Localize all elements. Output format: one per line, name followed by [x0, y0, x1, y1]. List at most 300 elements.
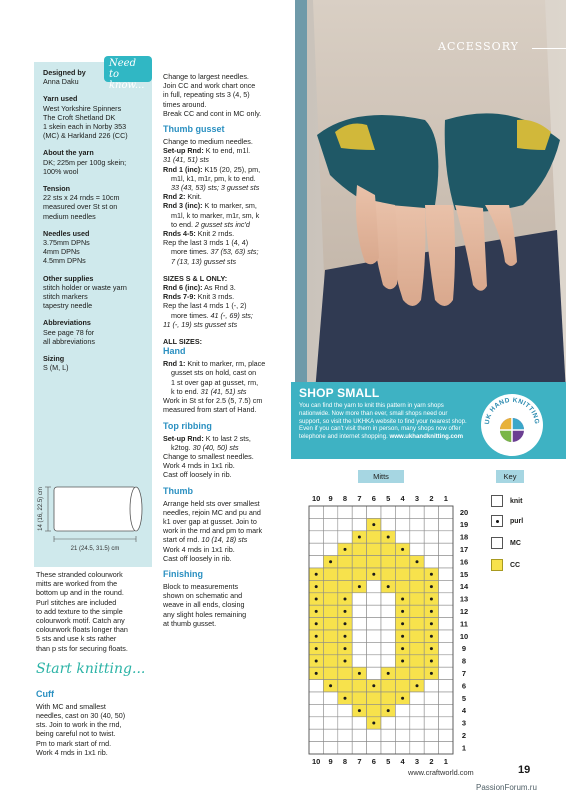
purl-dot-icon: [496, 520, 499, 523]
purl-dot: [387, 585, 390, 588]
shop-small-title: SHOP SMALL: [299, 386, 380, 400]
row-number: 2: [461, 731, 467, 740]
chart-cell: [367, 704, 381, 716]
row-number: 19: [459, 520, 469, 530]
intro-line: mitts are worked from the: [36, 579, 118, 589]
purl-dot: [430, 672, 433, 675]
key-item-purl: [491, 515, 523, 527]
sidebar-heading: Other supplies: [43, 273, 94, 283]
chart-cell: [439, 531, 453, 543]
chart-cell: [381, 543, 395, 555]
gusset-repeat-count: 7 (13, 13) gusset sts: [171, 256, 237, 266]
chart-cell: [381, 655, 395, 667]
chart-cell: [309, 556, 323, 568]
schematic-width-label: 21 (24.5, 31.5) cm: [70, 546, 120, 552]
chart-cell: [352, 729, 366, 741]
gusset-rnd3: Rnd 3 (inc): K to marker, sm,: [163, 201, 257, 211]
purl-dot: [387, 709, 390, 712]
chart-cell: [352, 618, 366, 630]
intro-line: than p sts for securing floats.: [36, 643, 128, 653]
need-to-know-tab: Need to know...: [104, 56, 152, 82]
chart-cell: [381, 568, 395, 580]
chart-cell: [367, 593, 381, 605]
chart-cell: [381, 618, 395, 630]
row-number: 11: [460, 619, 468, 629]
chart-cell: [309, 729, 323, 741]
thumb-line3: k1 over gap at gusset. Join to: [163, 516, 257, 526]
chart-cell: [367, 692, 381, 704]
sizes-rnd79: Rnds 7-9: Knit 3 rnds.: [163, 292, 235, 302]
chart-cell: [439, 556, 453, 568]
sidebar-line: 1 skein each in Norby 353: [43, 122, 127, 132]
purl-swatch: [491, 515, 503, 527]
chart-cell: [381, 680, 395, 692]
middle-text-column: [163, 72, 291, 628]
intro-paragraph: [36, 570, 154, 653]
chart-cell: [309, 717, 323, 729]
sidebar-line: (MC) & Harkland 226 (CC): [43, 131, 128, 141]
chart-cell: [424, 506, 438, 518]
chart-cell: [410, 642, 424, 654]
chart-cell: [367, 605, 381, 617]
purl-dot: [344, 610, 347, 613]
chart-cell: [439, 642, 453, 654]
chart-title: Mitts: [358, 470, 404, 483]
chart-cell: [395, 667, 409, 679]
sidebar-heading: Needles used: [43, 228, 90, 238]
chart-cell: [439, 506, 453, 518]
cuff-line: needles, cast on 30 (40, 50): [36, 711, 126, 721]
chart-cell: [439, 729, 453, 741]
column-number: 6: [371, 494, 376, 503]
chart-cell: [323, 518, 337, 530]
sidebar-content: [43, 68, 144, 372]
chart-cell: [352, 506, 366, 518]
chart-cell: [410, 543, 424, 555]
chart-cell: [338, 580, 352, 592]
chart-cell: [367, 580, 381, 592]
sidebar-line: medium needles: [43, 211, 96, 221]
all-sizes-heading: ALL SIZES:: [163, 337, 203, 347]
finishing-line: any slight holes remaining: [163, 609, 247, 619]
cuff-line: Work 4 rnds in 1x1 rib.: [36, 747, 108, 757]
chart-cell: [352, 717, 366, 729]
chart-cell: [410, 531, 424, 543]
chart-cell: [410, 692, 424, 704]
chart-cell: [410, 717, 424, 729]
chart-cell: [395, 717, 409, 729]
sidebar-line: 3.75mm DPNs: [43, 238, 90, 248]
hand-rnd1: Rnd 1: Knit to marker, rm, place: [163, 359, 266, 369]
row-number: 10: [459, 631, 469, 641]
sidebar-heading: Designed by: [43, 68, 86, 77]
sidebar-block: [43, 148, 144, 176]
chart-cell: [381, 692, 395, 704]
sizes-rnd6: Rnd 6 (inc): As Rnd 3.: [163, 283, 236, 293]
column-number: 8: [342, 757, 348, 766]
ribbing-line3: Cast off loosely in rib.: [163, 470, 232, 480]
sizes-repeat-cont: more times. 41 (-, 69) sts;: [171, 310, 253, 320]
column-number: 10: [312, 757, 321, 766]
thumb-gusset-heading: Thumb gusset: [163, 124, 225, 135]
hand-line1: Work in St st for 2.5 (5, 7.5) cm: [163, 396, 263, 406]
sidebar-line: S (M, L): [43, 363, 69, 373]
column-number: 4: [400, 757, 405, 766]
chart-cell: [410, 729, 424, 741]
chart-cell: [395, 742, 409, 754]
chart-cell: [367, 667, 381, 679]
cc-swatch: [491, 559, 503, 571]
row-number: 13: [459, 594, 469, 604]
chart-cell: [309, 531, 323, 543]
cuff-line: Pm to mark start of rnd.: [36, 738, 112, 748]
key-item-cc: [491, 559, 520, 571]
purl-dot: [401, 660, 404, 663]
purl-dot: [344, 635, 347, 638]
chart-cell: [323, 618, 337, 630]
chart-cell: [424, 729, 438, 741]
chart-cell: [367, 630, 381, 642]
chart-cell: [381, 717, 395, 729]
key-label-cc: CC: [510, 561, 521, 569]
chart-cell: [323, 704, 337, 716]
chart-cell: [309, 506, 323, 518]
chart-cell: [338, 531, 352, 543]
chart-cell: [367, 618, 381, 630]
row-number: 14: [459, 582, 469, 592]
purl-dot: [430, 585, 433, 588]
purl-dot: [416, 684, 419, 687]
cuff-line: With MC and smallest: [36, 701, 106, 711]
chart-cell: [367, 543, 381, 555]
column-number: 1: [443, 494, 448, 503]
gusset-rnd1-count: 33 (43, 53) sts; 3 gusset sts: [171, 183, 260, 193]
intro-line: to add texture to the simple: [36, 606, 123, 616]
purl-dot: [387, 672, 390, 675]
gusset-rnd1: Rnd 1 (inc): K15 (20, 25), pm,: [163, 164, 261, 174]
purl-dot: [430, 622, 433, 625]
finishing-line: Block to measurements: [163, 581, 239, 591]
chart-cell: [410, 704, 424, 716]
chart-cell: [309, 680, 323, 692]
sidebar-line: all abbreviations: [43, 336, 95, 346]
chart-cell: [323, 543, 337, 555]
chart-cell: [439, 717, 453, 729]
section-tag-rule: [532, 48, 566, 49]
chart-cell: [439, 630, 453, 642]
chart-cell: [309, 543, 323, 555]
chart-cell: [381, 593, 395, 605]
purl-dot: [315, 622, 318, 625]
mitt-schematic: [38, 465, 146, 555]
chart-cell: [381, 605, 395, 617]
purl-dot: [401, 622, 404, 625]
sizes-count: 11 (-, 19) sts gusset sts: [163, 319, 238, 329]
chart-cell: [323, 605, 337, 617]
chart-cell: [381, 729, 395, 741]
chart-cell: [367, 531, 381, 543]
column-number: 2: [429, 757, 434, 766]
schematic-height-label: 14 (16, 22.5) cm: [38, 487, 44, 531]
thumb-line7: Cast off loosely in rib.: [163, 553, 232, 563]
key-label-mc: MC: [510, 539, 521, 547]
start-knitting-heading: Start knitting...: [36, 660, 146, 677]
column-number: 1: [443, 757, 448, 766]
purl-dot: [430, 647, 433, 650]
chart-instruction-line: Join CC and work chart once: [163, 81, 256, 91]
column-number: 2: [429, 494, 434, 503]
cuff-instructions: [36, 702, 154, 757]
purl-dot: [315, 647, 318, 650]
row-number: 5: [461, 693, 467, 703]
column-number: 5: [386, 494, 391, 503]
key-title: Key: [496, 470, 524, 483]
need-to-know-panel: [34, 62, 152, 567]
chart-cell: [367, 655, 381, 667]
chart-cell: [352, 742, 366, 754]
chart-cell: [424, 518, 438, 530]
column-number: 10: [312, 494, 321, 503]
thumb-line2: needles, rejoin MC and pu and: [163, 507, 261, 517]
ukhk-link[interactable]: www.ukhandknitting.com: [389, 433, 464, 441]
sizes-repeat: Rep the last 4 rnds 1 (-, 2): [163, 301, 247, 311]
chart-cell: [410, 655, 424, 667]
chart-cell: [410, 506, 424, 518]
finishing-line: shown on schematic and: [163, 591, 243, 601]
chart-cell: [381, 506, 395, 518]
column-number: 6: [371, 757, 376, 766]
chart-cell: [338, 667, 352, 679]
hand-rnd1-cont2: 1 st over gap at gusset, rm,: [171, 377, 259, 387]
chart-cell: [352, 568, 366, 580]
chart-cell: [381, 642, 395, 654]
sidebar-line: The Croft Shetland DK: [43, 112, 116, 122]
chart-cell: [424, 556, 438, 568]
chart-cell: [352, 543, 366, 555]
intro-line: 5 sts and use k sts rather: [36, 634, 117, 644]
hand-line2: measured from start of Hand.: [163, 405, 257, 415]
sidebar-heading: Yarn used: [43, 94, 78, 104]
chart-cell: [410, 518, 424, 530]
chart-cell: [395, 531, 409, 543]
chart-cell: [367, 742, 381, 754]
hand-rnd1-last: k to end. 31 (41, 51) sts: [171, 386, 247, 396]
gusset-rnd1-cont: m1l, k1, m1r, pm, k to end.: [171, 173, 256, 183]
thumb-line4: work in the rnd and pm to mark: [163, 526, 263, 536]
chart-cell: [309, 518, 323, 530]
column-number: 8: [342, 494, 348, 503]
hand-rnd1-cont1: gusset sts on hold, cast on: [171, 368, 257, 378]
column-number: 3: [414, 494, 420, 503]
column-number: 4: [400, 494, 405, 503]
finishing-instructions: [163, 582, 291, 628]
cuff-line: being careful not to twist.: [36, 729, 116, 739]
purl-dot: [315, 635, 318, 638]
chart-cell: [439, 568, 453, 580]
purl-dot: [430, 610, 433, 613]
chart-cell: [439, 680, 453, 692]
chart-instruction-line: in full, repeating sts 3 (4, 5): [163, 90, 250, 100]
ribbing-line2: Work 4 rnds in 1x1 rib.: [163, 461, 235, 471]
chart-instruction-line: Break CC and cont in MC only.: [163, 108, 262, 118]
intro-line: bottom up and in the round.: [36, 588, 124, 598]
chart-cell: [381, 742, 395, 754]
intro-line: colourwork floats longer than: [36, 625, 128, 635]
sidebar-line: stitch holder or waste yarn: [43, 282, 127, 292]
purl-dot: [315, 585, 318, 588]
purl-dot: [401, 647, 404, 650]
finishing-heading: Finishing: [163, 568, 203, 579]
chart-cell: [410, 568, 424, 580]
key-item-mc: [491, 537, 521, 549]
gusset-rnd2: Rnd 2: Knit.: [163, 192, 202, 202]
chart-cell: [395, 704, 409, 716]
sidebar-heading: About the yarn: [43, 148, 94, 158]
chart-cell: [323, 506, 337, 518]
top-ribbing-heading: Top ribbing: [163, 420, 212, 431]
sidebar-line: measured over St st on: [43, 202, 118, 212]
chart-cell: [424, 742, 438, 754]
chart-cell: [367, 729, 381, 741]
key-item-knit: [491, 495, 522, 507]
chart-cell: [424, 531, 438, 543]
purl-dot: [430, 635, 433, 638]
chart-instructions: [163, 72, 291, 118]
column-number: 7: [357, 494, 362, 503]
sidebar-heading: Sizing: [43, 354, 65, 364]
chart-cell: [352, 680, 366, 692]
purl-dot: [401, 598, 404, 601]
chart-cell: [381, 556, 395, 568]
chart-cell: [439, 742, 453, 754]
sidebar-block: [43, 274, 144, 311]
chart-cell: [352, 605, 366, 617]
purl-dot: [315, 672, 318, 675]
purl-dot: [358, 536, 361, 539]
thumb-heading: Thumb: [163, 485, 193, 496]
chart-cell: [323, 642, 337, 654]
logo-text: UK HAND KNITTING: [483, 396, 541, 425]
purl-dot: [358, 585, 361, 588]
chart-cell: [323, 593, 337, 605]
column-number: 9: [328, 494, 333, 503]
chart-cell: [395, 568, 409, 580]
chart-cell: [424, 543, 438, 555]
purl-dot: [315, 573, 318, 576]
chart-cell: [352, 593, 366, 605]
chart-cell: [309, 692, 323, 704]
knit-swatch: [491, 495, 503, 507]
chart-cell: [439, 580, 453, 592]
purl-dot: [372, 722, 375, 725]
column-number: 5: [386, 757, 391, 766]
purl-dot: [430, 598, 433, 601]
footer-url: www.craftworld.com: [408, 768, 474, 777]
uk-hand-knitting-logo: [479, 392, 545, 458]
chart-cell: [439, 543, 453, 555]
chart-cell: [395, 729, 409, 741]
chart-cell: [338, 717, 352, 729]
chart-cell: [323, 667, 337, 679]
gusset-setup-rnd: Set-up Rnd: K to end, m1l.: [163, 146, 251, 156]
purl-dot: [344, 660, 347, 663]
chart-cell: [338, 506, 352, 518]
chart-cell: [323, 729, 337, 741]
chart-cell: [395, 580, 409, 592]
chart-cell: [410, 605, 424, 617]
chart-cell: [424, 680, 438, 692]
purl-dot: [344, 622, 347, 625]
sidebar-block: [43, 184, 144, 221]
chart-cell: [410, 630, 424, 642]
purl-dot: [358, 709, 361, 712]
sidebar-line: West Yorkshire Spinners: [43, 103, 122, 113]
row-number: 20: [459, 507, 469, 517]
row-number: 12: [459, 607, 469, 616]
chart-cell: [367, 642, 381, 654]
chart-cell: [439, 618, 453, 630]
purl-dot: [344, 548, 347, 551]
gusset-repeat-cont: more times. 37 (53, 63) sts;: [171, 247, 259, 257]
purl-dot: [344, 598, 347, 601]
chart-cell: [338, 680, 352, 692]
cuff-heading: Cuff: [36, 688, 54, 699]
mitts-photo: [295, 0, 566, 392]
sidebar-line: 4.5mm DPNs: [43, 256, 86, 266]
gusset-repeat: Rep the last 3 rnds 1 (4, 4): [163, 238, 249, 248]
chart-cell: [367, 556, 381, 568]
chart-cell: [352, 655, 366, 667]
row-number: 18: [459, 532, 469, 542]
chart-cell: [338, 729, 352, 741]
purl-dot: [358, 672, 361, 675]
row-number: 1: [461, 743, 467, 753]
sidebar-line: stitch markers: [43, 292, 88, 302]
gusset-rnd3-cont: m1l, k to marker, m1r, sm, k: [171, 210, 260, 220]
sidebar-line: See page 78 for: [43, 327, 95, 337]
finishing-line: weave in all ends, closing: [163, 600, 245, 610]
sidebar-block: [43, 229, 144, 266]
row-number: 17: [459, 545, 469, 554]
chart-cell: [395, 506, 409, 518]
column-number: 9: [328, 757, 333, 766]
purl-dot: [329, 684, 332, 687]
chart-cell: [323, 568, 337, 580]
sizes-sl-heading: SIZES S & L ONLY:: [163, 273, 228, 283]
ribbing-setup: Set-up Rnd: K to last 2 sts,: [163, 433, 251, 443]
cuff-line: sts. Join to work in the rnd,: [36, 720, 122, 730]
colourwork-chart: [300, 486, 490, 766]
chart-cell: [439, 605, 453, 617]
gusset-rnds45: Rnds 4-5: Knit 2 rnds.: [163, 229, 235, 239]
chart-cell: [439, 518, 453, 530]
row-number: 4: [461, 706, 467, 716]
purl-dot: [315, 610, 318, 613]
purl-dot: [401, 548, 404, 551]
chart-cell: [367, 506, 381, 518]
chart-cell: [381, 518, 395, 530]
chart-cell: [323, 655, 337, 667]
column-number: 3: [414, 757, 420, 766]
purl-dot: [372, 684, 375, 687]
chart-cell: [352, 518, 366, 530]
chart-cell: [410, 580, 424, 592]
left-text-column: [36, 570, 154, 757]
row-number: 8: [461, 656, 467, 666]
thumb-line5: start of rnd. 10 (14, 18) sts: [163, 535, 248, 545]
chart-cell: [395, 518, 409, 530]
chart-cell: [395, 556, 409, 568]
